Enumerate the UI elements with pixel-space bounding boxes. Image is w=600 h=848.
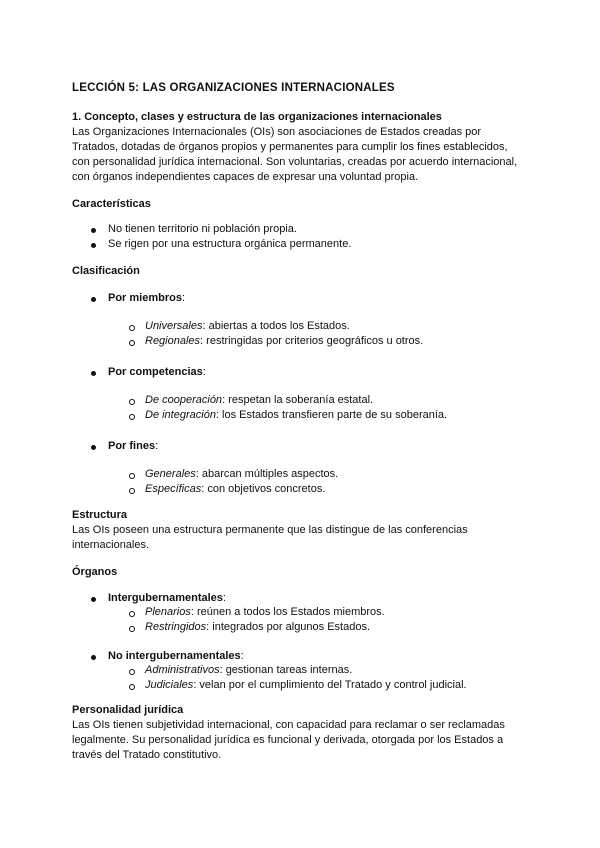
- bullet-icon: [91, 597, 96, 602]
- paragraph-line: través del Tratado constitutivo.: [72, 749, 222, 761]
- list-item: Específicas: con objetivos concretos.: [145, 483, 326, 495]
- list-item: No tienen territorio ni población propia.: [108, 223, 297, 235]
- hollow-bullet-icon: [129, 473, 135, 479]
- hollow-bullet-icon: [129, 340, 135, 346]
- bullet-icon: [91, 228, 96, 233]
- hollow-bullet-icon: [129, 611, 135, 617]
- classification-group-label: Por fines:: [108, 440, 159, 452]
- paragraph-line: Las Organizaciones Internacionales (OIs) son asociaciones de Estados creadas por: [72, 126, 482, 138]
- hollow-bullet-icon: [129, 488, 135, 494]
- hollow-bullet-icon: [129, 626, 135, 632]
- paragraph-line: internacionales.: [72, 539, 150, 551]
- list-item: Judiciales: velan por el cumplimiento del Tratado y control judicial.: [145, 679, 467, 691]
- paragraph-line: con personalidad jurídica internacional. Son voluntarias, creadas por acuerdo internacional,: [72, 156, 518, 168]
- section-heading-estructura: Estructura: [72, 509, 128, 521]
- hollow-bullet-icon: [129, 399, 135, 405]
- classification-group-label: Por miembros:: [108, 292, 186, 304]
- organ-group-label: Intergubernamentales:: [108, 592, 226, 604]
- section-heading-caracteristicas: Características: [72, 198, 151, 210]
- list-item: Administrativos: gestionan tareas internas.: [145, 664, 353, 676]
- hollow-bullet-icon: [129, 414, 135, 420]
- bullet-icon: [91, 243, 96, 248]
- paragraph-line: con órganos independientes capaces de expresar una voluntad propia.: [72, 171, 419, 183]
- list-item: Restringidos: integrados por algunos Estados.: [145, 621, 371, 633]
- page-title: LECCIÓN 5: LAS ORGANIZACIONES INTERNACIONALES: [72, 82, 395, 94]
- bullet-icon: [91, 371, 96, 376]
- section-heading-organos: Órganos: [72, 566, 118, 578]
- classification-group-label: Por competencias:: [108, 366, 206, 378]
- list-item: Universales: abiertas a todos los Estados.: [145, 320, 350, 332]
- bullet-icon: [91, 297, 96, 302]
- list-item: Plenarios: reúnen a todos los Estados miembros.: [145, 606, 385, 618]
- paragraph-line: Las OIs tienen subjetividad internacional, con capacidad para reclamar o ser reclamadas: [72, 719, 505, 731]
- section-heading-clasificacion: Clasificación: [72, 265, 140, 277]
- paragraph-line: Las OIs poseen una estructura permanente que las distingue de las conferencias: [72, 524, 468, 536]
- hollow-bullet-icon: [129, 669, 135, 675]
- bullet-icon: [91, 655, 96, 660]
- list-item: Regionales: restringidas por criterios geográficos u otros.: [145, 335, 424, 347]
- bullet-icon: [91, 445, 96, 450]
- organ-group-label: No intergubernamentales:: [108, 650, 244, 662]
- paragraph-line: legalmente. Su personalidad jurídica es funcional y derivada, otorgada por los Estados a: [72, 734, 504, 746]
- section-heading-concepto: 1. Concepto, clases y estructura de las organizaciones internacionales: [72, 111, 442, 123]
- hollow-bullet-icon: [129, 325, 135, 331]
- list-item: De integración: los Estados transfieren parte de su soberanía.: [145, 409, 448, 421]
- section-heading-personalidad: Personalidad jurídica: [72, 704, 184, 716]
- list-item: Se rigen por una estructura orgánica permanente.: [108, 238, 352, 250]
- paragraph-line: Tratados, dotadas de órganos propios y permanentes para cumplir los fines establecidos,: [72, 141, 508, 153]
- hollow-bullet-icon: [129, 684, 135, 690]
- list-item: De cooperación: respetan la soberanía estatal.: [145, 394, 374, 406]
- list-item: Generales: abarcan múltiples aspectos.: [145, 468, 339, 480]
